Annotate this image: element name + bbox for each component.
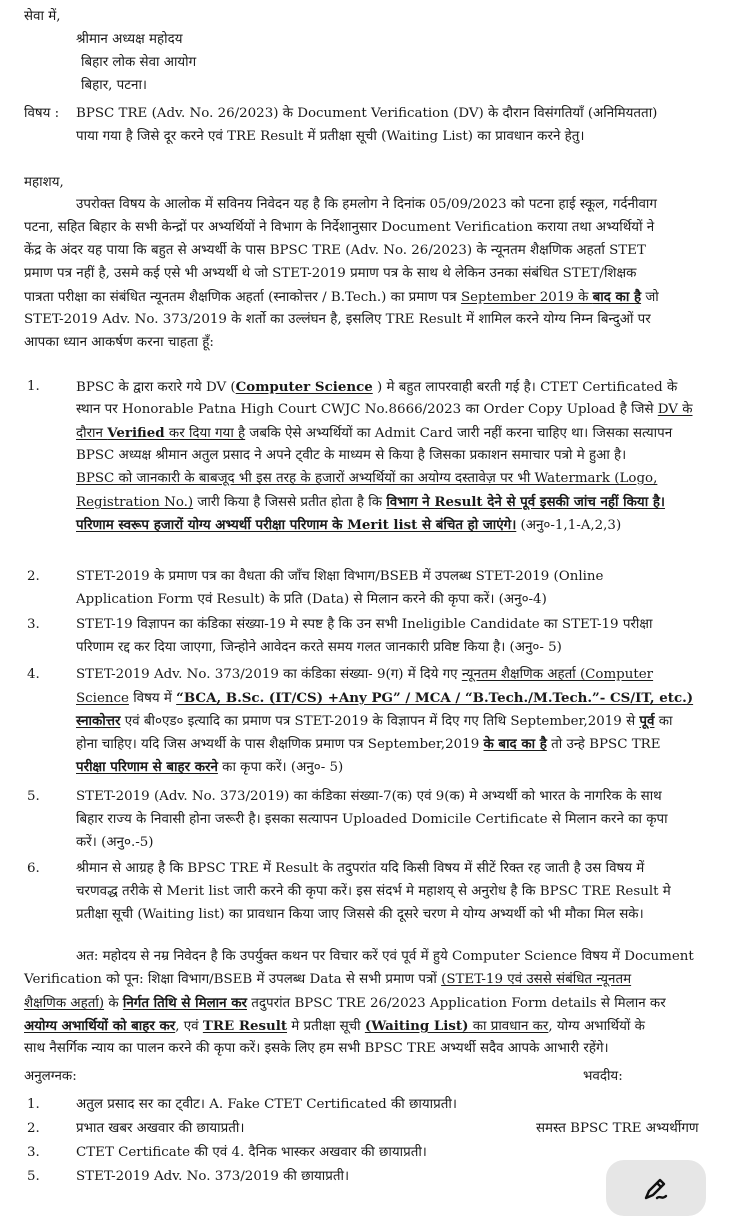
underlined-text: September 2019 के <box>460 290 593 305</box>
list-item-line: करें। (अनु०.-5) <box>76 835 154 850</box>
text-run: जो <box>641 290 659 305</box>
list-item-line: STET-2019 (Adv. No. 373/2019) का कंडिका संख्या-7(क) एवं 9(क) मे अभ्यर्थी को भारत के नागरिक के साथ <box>76 789 662 804</box>
subject-line: पाया गया है जिसे दूर करने एवं TRE Result में प्रतीक्षा सूची (Waiting List) का प्रावधान करने हेतु। <box>76 129 585 144</box>
edit-button[interactable] <box>606 1160 706 1216</box>
paragraph-line: आपका ध्यान आकर्षण करना चाहता हूँ: <box>24 335 214 350</box>
paragraph-line <box>24 286 659 310</box>
list-number: 4. <box>27 667 40 682</box>
paragraph-line: STET-2019 Adv. No. 373/2019 के शर्तो का उल्लंघन है, इसलिए TRE Result में शामिल करने योग्य निम्न बिन्दुओं पर <box>24 312 651 327</box>
list-item-line: प्रतीक्षा सूची (Waiting list) का प्रावधान किया जाए जिससे की दूसरे चरण मे योग्य अभ्यर्थी को भी मौका मिल सके। <box>76 907 644 922</box>
organization: बिहार लोक सेवा आयोग <box>81 55 197 70</box>
list-item-line: Application Form एवं Result) के प्रति (Data) से मिलान करने की कृपा करें। (अनु०-4) <box>76 592 547 607</box>
list-item-line: स्नाकोत्तर एवं बी०एड० इत्यादि का प्रमाण पत्र STET-2019 के विज्ञापन में दिए गए तिथि September,2019 से पूर्व का <box>76 713 673 729</box>
subject-line: BPSC TRE (Adv. No. 26/2023) के Document Verification (DV) के दौरान विसंगतियाँ (अनिमियतता) <box>76 106 658 121</box>
emphasis-text: बाद का है <box>592 289 642 305</box>
subject-label: विषय : <box>24 106 60 121</box>
signature: समस्त BPSC TRE अभ्यर्थीगण <box>536 1121 699 1136</box>
text-run: पात्रता परीक्षा का संबंधित न्यूनतम शैक्षणिक अहर्ता (स्नाकोत्तर / B.Tech.) का प्रमाण पत्र <box>24 290 461 305</box>
list-item-line: STET-2019 के प्रमाण पत्र का वैधता की जाँच शिक्षा विभाग/BSEB में उपलब्ध STET-2019 (Online <box>76 569 604 584</box>
list-item-line: STET-19 विज्ञापन का कंडिका संख्या-19 मे स्पष्ट है कि उन सभी Ineligible Candidate का STET-19 परीक्षा <box>76 617 653 632</box>
enclosure-item: अतुल प्रसाद सर का ट्वीट। A. Fake CTET Certificated की छायाप्रती। <box>76 1097 457 1112</box>
enclosure-item: CTET Certificate की एवं 4. दैनिक भास्कर अखवार की छायाप्रती। <box>76 1145 427 1160</box>
addressee: श्रीमान अध्यक्ष महोदय <box>76 32 183 47</box>
conclusion-line: शैक्षणिक अहर्ता) के निर्गत तिथि से मिलान कर तदुपरांत BPSC TRE 26/2023 Application Form details से मिलान कर <box>24 995 666 1011</box>
enclosure-number: 3. <box>27 1145 40 1160</box>
list-number: 1. <box>27 379 40 394</box>
paragraph-line: केंद्र के अंदर यह पाया कि बहुत से अभ्यर्थी के पास BPSC TRE (Adv. No. 26/2023) के न्यूनतम शैक्षणिक अहर्ता STET <box>24 243 646 258</box>
list-item-line: BPSC के द्वारा करारे गये DV (Computer Science ) मे बहुत लापरवाही बरती गई है। CTET Certificated के <box>76 379 678 395</box>
enclosure-item: प्रभात खबर अखवार की छायाप्रती। <box>76 1121 245 1136</box>
conclusion-line: Verification को पून: शिक्षा विभाग/BSEB में उपलब्ध Data से सभी प्रमाण पत्रों (STET-19 एवं उससे संबंधित न्यूनतम <box>24 972 632 987</box>
enclosure-item: STET-2019 Adv. No. 373/2019 की छायाप्रती। <box>76 1169 350 1184</box>
pencil-edit-icon <box>641 1173 671 1203</box>
list-item-line: Science विषय में “BCA, B.Sc. (IT/CS) +Any PG” / MCA / “B.Tech./M.Tech.”- CS/IT, etc.) <box>76 690 694 706</box>
enclosure-label: अनुलग्नक: <box>24 1069 77 1084</box>
closing-text: भवदीय: <box>583 1069 623 1084</box>
conclusion-line: साथ नैसर्गिक न्याय का पालन करने की कृपा करें। इसके लिए हम सभी BPSC TRE अभ्यर्थी सदैव आपके आभारी रहेंगे। <box>24 1041 609 1056</box>
list-item-line: परिणाम रद्द कर दिया जाएगा, जिन्होने आवेदन करते समय गलत जानकारी प्रविष्ट किया है। (अनु०- 5) <box>76 640 562 655</box>
list-item-line: Registration No.) जारी किया है जिससे प्रतीत होता है कि विभाग ने Result देने से पूर्व इसकी जांच नहीं किया है। <box>76 494 666 510</box>
paragraph-line: पटना, सहित बिहार के सभी केन्द्रों पर अभ्यर्थियों ने विभाग के निर्देशानुसार Document Verification कराया तथा अभ्यर्थियों ने <box>24 220 655 235</box>
list-item-line: बिहार राज्य के निवासी होना जरूरी है। इसका सत्यापन Uploaded Domicile Certificate से मिलान करने का कृपा <box>76 812 668 827</box>
list-number: 5. <box>27 789 40 804</box>
conclusion-line: अयोग्य अभार्थियों को बाहर कर, एवं TRE Result मे प्रतीक्षा सूची (Waiting List) का प्रावधान कर, योग्य अभार्थियों के <box>24 1018 645 1034</box>
place: बिहार, पटना। <box>81 78 148 93</box>
list-item-line: STET-2019 Adv. No. 373/2019 का कंडिका संख्या- 9(ग) में दिये गए न्यूनतम शैक्षणिक अहर्ता (Computer <box>76 667 654 682</box>
list-number: 6. <box>27 861 40 876</box>
list-item-line: होना चाहिए। यदि जिस अभ्यर्थी के पास शैक्षणिक प्रमाण पत्र September,2019 के बाद का है तो उन्हे BPSC TRE <box>76 736 661 752</box>
list-item-line: चरणवद्ध तरीके से Merit list जारी करने की कृपा करें। इस संदर्भ मे महाशय् से अनुरोध है कि BPSC TRE Result मे <box>76 884 671 899</box>
list-item-line: श्रीमान से आग्रह है कि BPSC TRE में Result के तदुपरांत यदि किसी विषय में सीटें रिक्त रह जाती है उस विषय में <box>76 861 645 876</box>
list-item-line: BPSC को जानकारी के बाबजूद भी इस तरह के हजारों अभ्यर्थियों का अयोग्य दस्तावेज़ पर भी Watermark (Logo, <box>76 471 658 486</box>
enclosure-number: 5. <box>27 1169 40 1184</box>
list-number: 3. <box>27 617 40 632</box>
recipient-salutation: सेवा में, <box>24 9 61 24</box>
list-item-line: दौरान Verified कर दिया गया है जबकि ऐसे अभ्यर्थियों का Admit Card जारी नहीं करना चाहिए था। जिसका सत्यापन <box>76 425 673 441</box>
list-item-line: परिणाम स्वरूप हजारों योग्य अभ्यर्थी परीक्षा परिणाम के Merit list से बंचित हो जाएंगे। (अनु०-1,1-A,2,3) <box>76 517 622 533</box>
list-number: 2. <box>27 569 40 584</box>
salutation: महाशय, <box>24 175 64 190</box>
list-item-line: स्थान पर Honorable Patna High Court CWJC No.8666/2023 का Order Copy Upload है जिसे DV के <box>76 402 693 417</box>
list-item-line: BPSC अध्यक्ष श्रीमान अतुल प्रसाद ने अपने ट्वीट के माध्यम से किया है जिसका प्रकाशन समाचार पत्रो मे हुआ है। <box>76 448 627 463</box>
list-item-line: परीक्षा परिणाम से बाहर करने का कृपा करें। (अनु०- 5) <box>76 759 344 775</box>
paragraph-line: प्रमाण पत्र नहीं है, उसमे कई एसे भी अभ्यर्थी थे जो STET-2019 प्रमाण पत्र के साथ थे लेकिन उनका संबंधित STET/शिक्षक <box>24 266 637 281</box>
conclusion-line: अत: महोदय से नम्र निवेदन है कि उपर्युक्त कथन पर विचार करें एवं पूर्व में हुये Computer Science विषय में Document <box>76 949 694 964</box>
enclosure-number: 1. <box>27 1097 40 1112</box>
paragraph-line: उपरोक्त विषय के आलोक में सविनय निवेदन यह है कि हमलोग ने दिनांक 05/09/2023 को पटना हाई स्कूल, गर्दनीवाग <box>76 197 657 212</box>
enclosure-number: 2. <box>27 1121 40 1136</box>
